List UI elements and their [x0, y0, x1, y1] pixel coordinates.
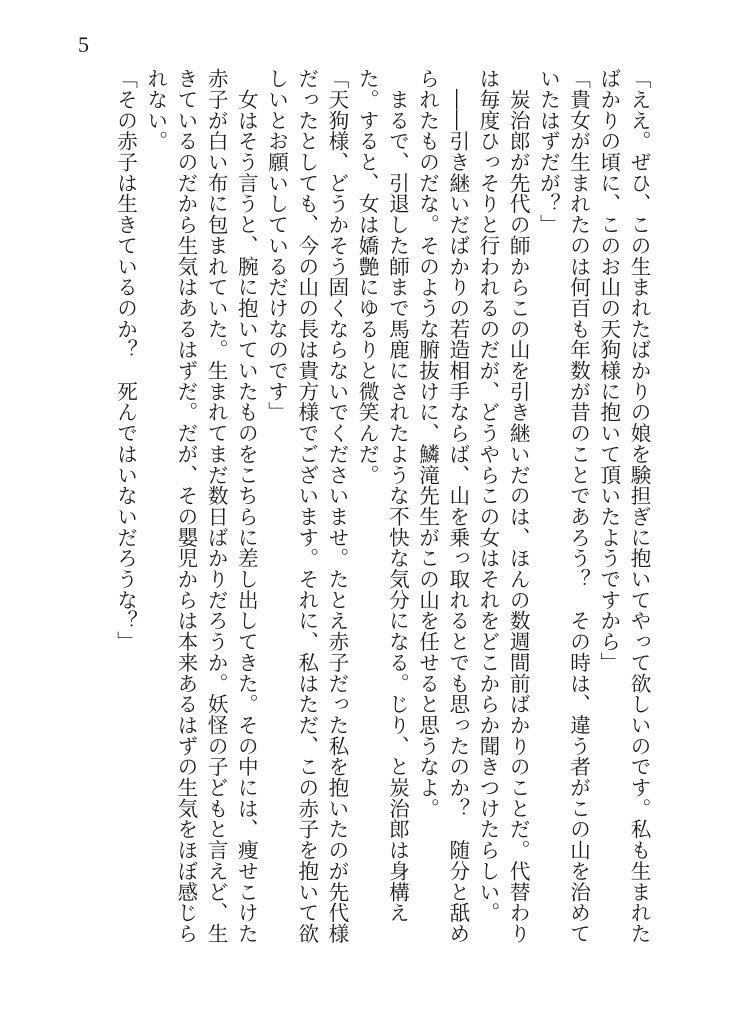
paragraph-7: 女はそう言うと、腕に抱いていたものをこちらに差し出してきた。その中には、痩せこけた赤子が白い布に包まれていた。生まれてまだ数日ばかりだろうか。妖怪の子どもと言えど、生きているのだから生気はあるはずだ。だが、その嬰児からは本来あるはずの生気をほぼ感じられない。 [143, 68, 259, 944]
page-number: 5 [78, 32, 89, 57]
paragraph-5: まるで、引退した師まで馬鹿にされたような不快な気分になる。じり、と炭治郎は身構えた。すると、女は嬌艶にゆるりと微笑んだ。 [355, 68, 410, 923]
paragraph-4: ――引き継いだばかりの若造相手ならば、山を乗っ取れるとでも思ったのか？ 随分と舐められたものだな。そのような腑抜けに、鱗滝先生がこの山を任せると思うなよ。 [415, 68, 470, 944]
body-text [98, 68, 654, 948]
paragraph-6: 「天狗様、どうかそう固くならないでくださいませ。たとえ赤子だった私を抱いたのが先代様だったとしても、今の山の長は貴方様でございます。それに、私はただ、この赤子を抱いて欲しいとお願いしているだけなのです」 [264, 68, 349, 944]
paragraph-2: 「貴女が生まれたのは何百も年数が昔のことであろう？ その時は、違う者がこの山を治めていたはずだが？」 [536, 68, 591, 944]
paragraph-8: 「その赤子は生きているのか？ 死んではいないだろうな？」 [113, 68, 138, 652]
paragraph-3: 炭治郎が先代の師からこの山を引き継いだのは、ほんの数週間前ばかりのことだ。代替わりは毎度ひっそりと行われるのだが、どうやらこの女はそれをどこからか聞きつけたらしい。 [475, 68, 531, 944]
paragraph-1: 「ええ。ぜひ、この生まれたばかりの娘を験担ぎに抱いてやって欲しいのです。私も生まれたばかりの頃に、このお山の天狗様に抱いて頂いたようですから」 [596, 68, 651, 944]
